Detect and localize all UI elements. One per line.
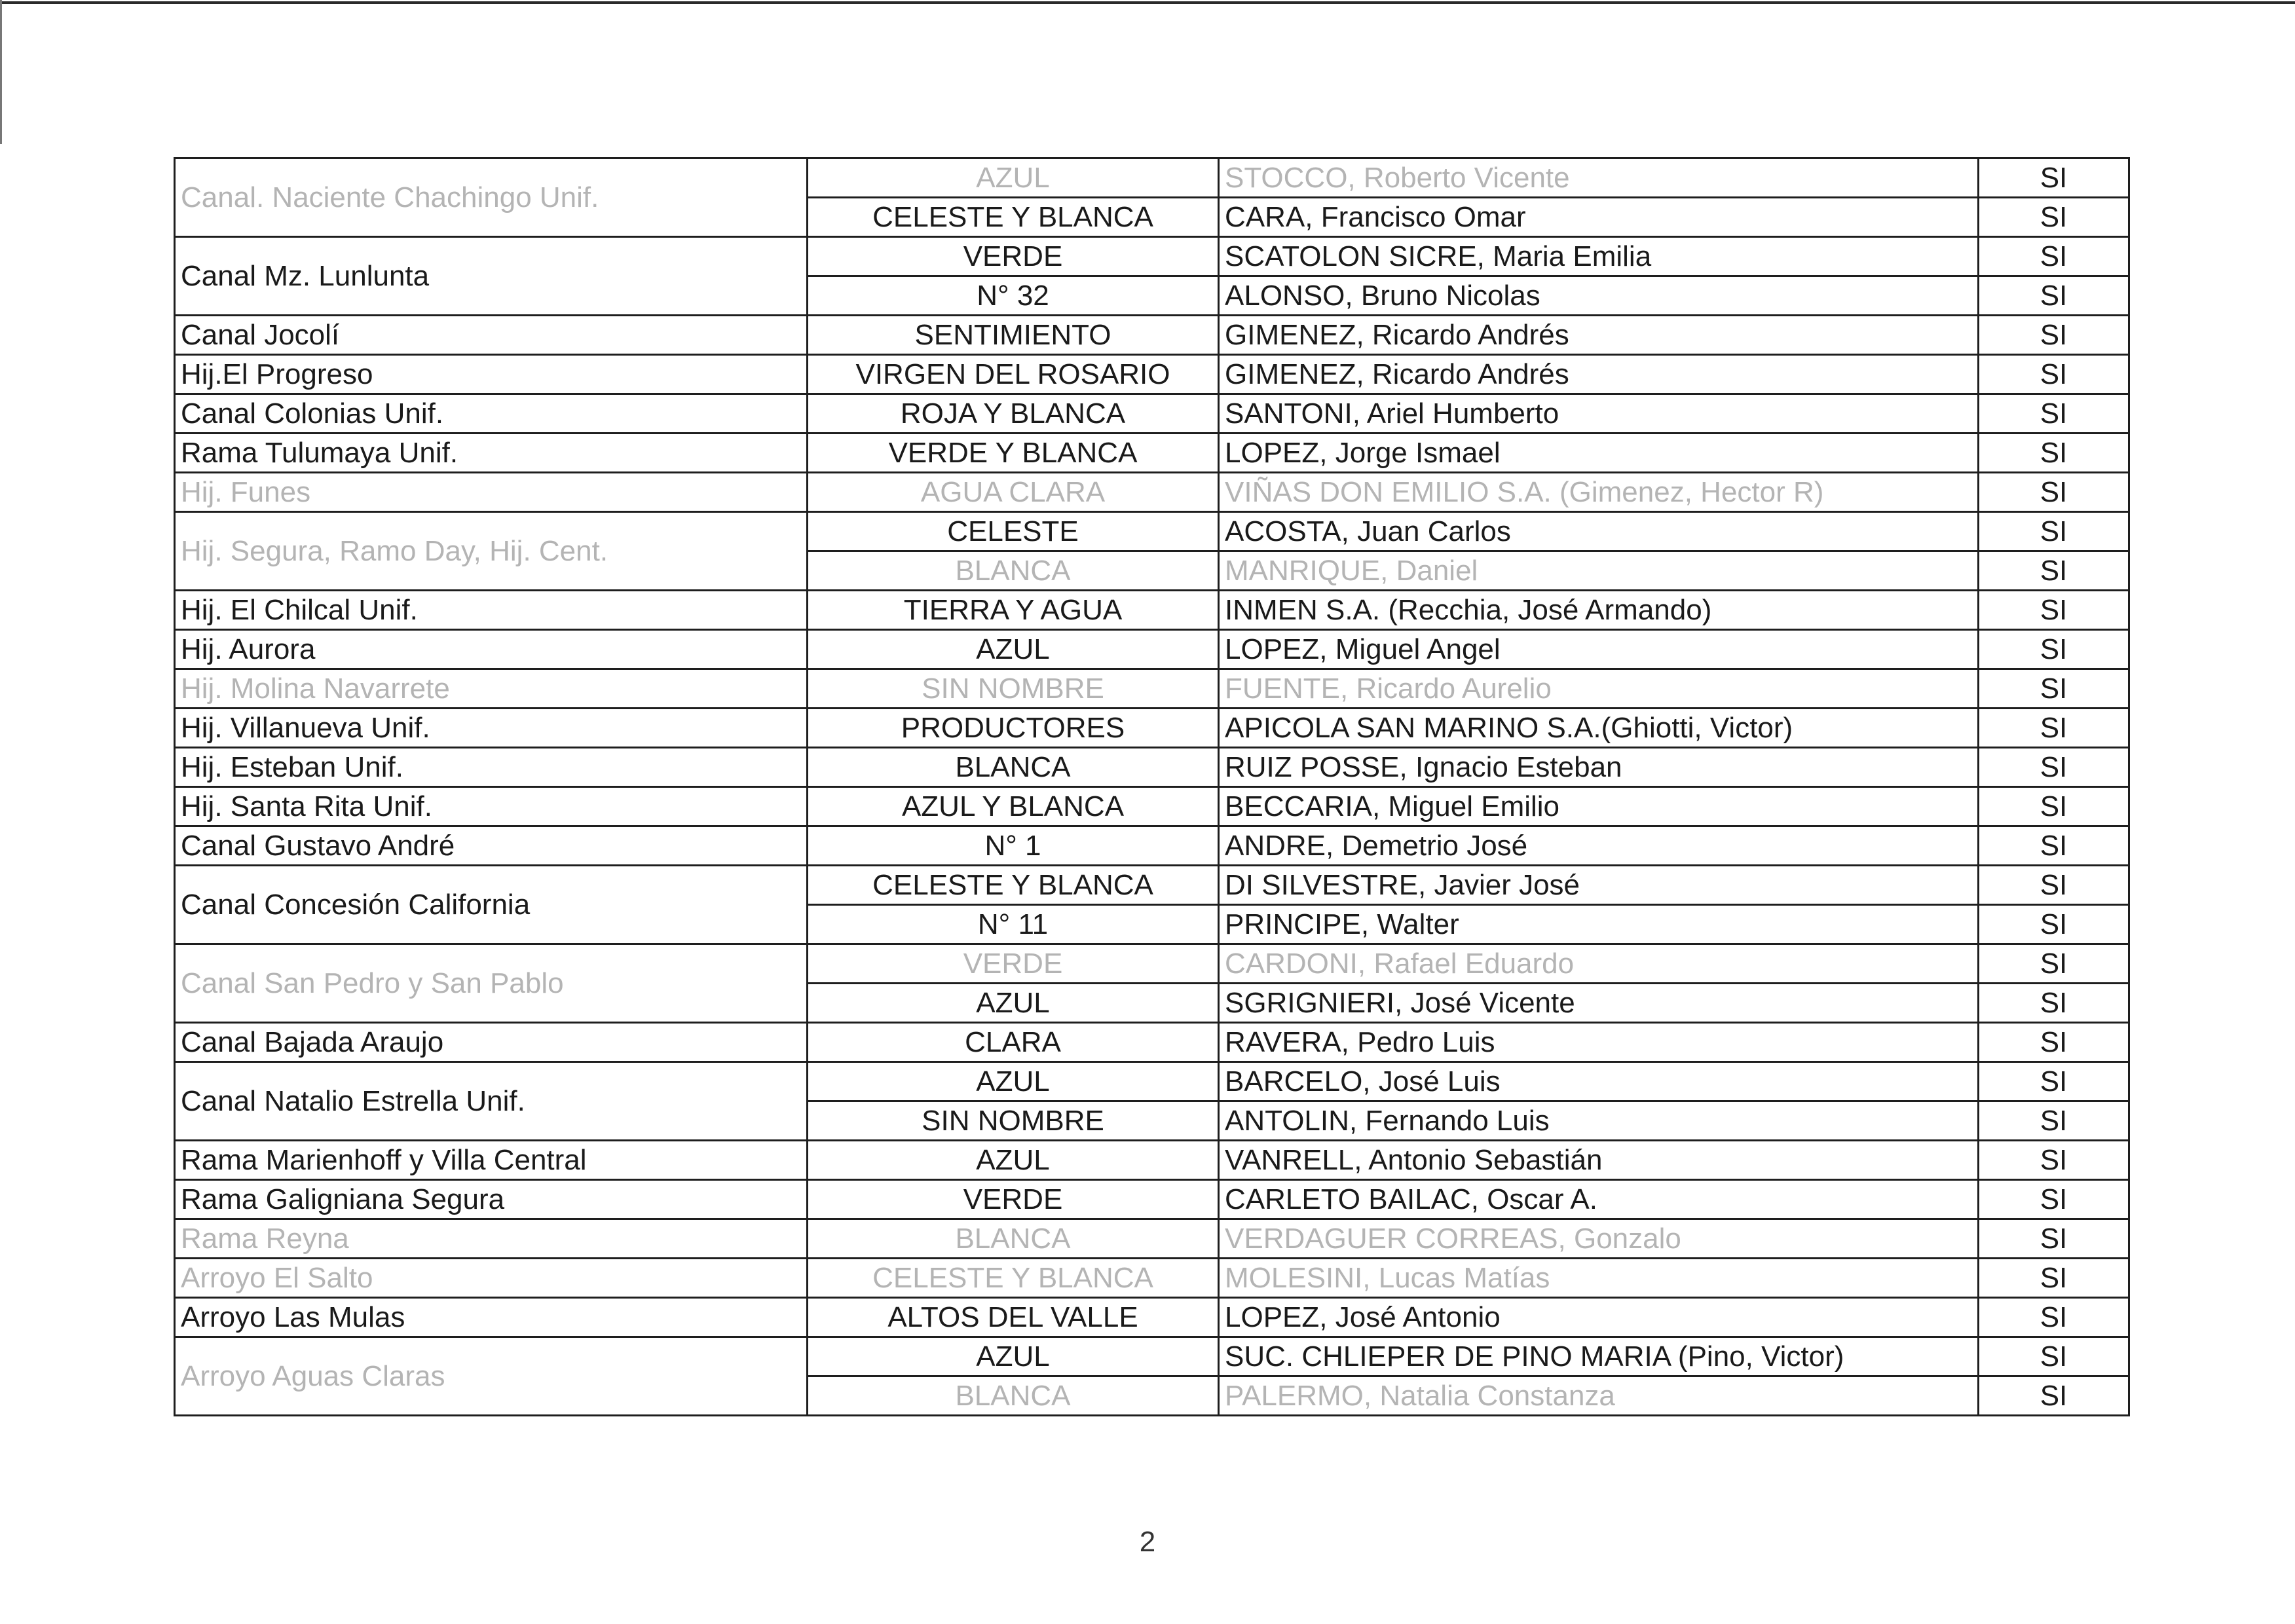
- status-flag-cell: SI: [1979, 551, 2129, 591]
- status-flag-cell: SI: [1979, 1298, 2129, 1337]
- canal-name-cell: Canal Bajada Araujo: [175, 1023, 808, 1062]
- canal-name-cell: Hij. Funes: [175, 473, 808, 512]
- status-flag-cell: SI: [1979, 1101, 2129, 1141]
- inspector-name-cell: GIMENEZ, Ricardo Andrés: [1219, 355, 1979, 394]
- inspection-color-cell: VERDE: [808, 1180, 1219, 1219]
- inspector-name-cell: STOCCO, Roberto Vicente: [1219, 158, 1979, 198]
- inspection-color-cell: AZUL Y BLANCA: [808, 787, 1219, 826]
- table-row: [175, 826, 2129, 866]
- inspection-color-cell: CELESTE: [808, 512, 1219, 551]
- inspector-name-cell: FUENTE, Ricardo Aurelio: [1219, 669, 1979, 709]
- inspector-name-cell: DI SILVESTRE, Javier José: [1219, 866, 1979, 905]
- status-flag-cell: SI: [1979, 1376, 2129, 1416]
- inspector-name-cell: INMEN S.A. (Recchia, José Armando): [1219, 591, 1979, 630]
- canal-name-cell: Canal Colonias Unif.: [175, 394, 808, 434]
- inspection-color-cell: BLANCA: [808, 551, 1219, 591]
- table-row: [175, 630, 2129, 669]
- status-flag-cell: SI: [1979, 905, 2129, 944]
- inspector-name-cell: LOPEZ, Jorge Ismael: [1219, 434, 1979, 473]
- inspection-color-cell: SENTIMIENTO: [808, 316, 1219, 355]
- table-row: [175, 473, 2129, 512]
- inspection-color-cell: BLANCA: [808, 1219, 1219, 1259]
- inspector-name-cell: ALONSO, Bruno Nicolas: [1219, 276, 1979, 316]
- inspection-color-cell: AZUL: [808, 630, 1219, 669]
- inspector-name-cell: CARDONI, Rafael Eduardo: [1219, 944, 1979, 984]
- status-flag-cell: SI: [1979, 1337, 2129, 1376]
- table-row: [175, 748, 2129, 787]
- inspection-color-cell: N° 1: [808, 826, 1219, 866]
- table-row: [175, 158, 2129, 198]
- left-scan-border: [0, 0, 2, 144]
- canal-name-cell: Canal Concesión California: [175, 866, 808, 944]
- status-flag-cell: SI: [1979, 709, 2129, 748]
- table-row: [175, 944, 2129, 984]
- status-flag-cell: SI: [1979, 630, 2129, 669]
- canal-name-cell: Canal Gustavo André: [175, 826, 808, 866]
- canal-name-cell: Rama Marienhoff y Villa Central: [175, 1141, 808, 1180]
- status-flag-cell: SI: [1979, 158, 2129, 198]
- status-flag-cell: SI: [1979, 1219, 2129, 1259]
- canal-name-cell: Hij.El Progreso: [175, 355, 808, 394]
- inspector-name-cell: RAVERA, Pedro Luis: [1219, 1023, 1979, 1062]
- canal-name-cell: Canal Natalio Estrella Unif.: [175, 1062, 808, 1141]
- inspection-color-cell: CELESTE Y BLANCA: [808, 866, 1219, 905]
- inspector-name-cell: LOPEZ, José Antonio: [1219, 1298, 1979, 1337]
- table-row: [175, 787, 2129, 826]
- inspector-name-cell: BECCARIA, Miguel Emilio: [1219, 787, 1979, 826]
- inspection-color-cell: SIN NOMBRE: [808, 669, 1219, 709]
- inspection-color-cell: AZUL: [808, 1141, 1219, 1180]
- canal-name-cell: Hij. Molina Navarrete: [175, 669, 808, 709]
- inspector-name-cell: CARA, Francisco Omar: [1219, 198, 1979, 237]
- status-flag-cell: SI: [1979, 355, 2129, 394]
- inspector-name-cell: MOLESINI, Lucas Matías: [1219, 1259, 1979, 1298]
- inspector-name-cell: RUIZ POSSE, Ignacio Esteban: [1219, 748, 1979, 787]
- canal-name-cell: Hij. Esteban Unif.: [175, 748, 808, 787]
- table-row: [175, 1023, 2129, 1062]
- canal-name-cell: Hij. El Chilcal Unif.: [175, 591, 808, 630]
- canal-name-cell: Hij. Santa Rita Unif.: [175, 787, 808, 826]
- inspection-color-cell: VIRGEN DEL ROSARIO: [808, 355, 1219, 394]
- inspection-color-cell: VERDE Y BLANCA: [808, 434, 1219, 473]
- inspector-name-cell: GIMENEZ, Ricardo Andrés: [1219, 316, 1979, 355]
- inspection-color-cell: VERDE: [808, 944, 1219, 984]
- inspection-color-cell: AZUL: [808, 1062, 1219, 1101]
- table-row: [175, 1337, 2129, 1376]
- canal-name-cell: Arroyo Las Mulas: [175, 1298, 808, 1337]
- status-flag-cell: SI: [1979, 512, 2129, 551]
- table-row: [175, 434, 2129, 473]
- page-number: 2: [1139, 1526, 1156, 1558]
- inspector-name-cell: ANDRE, Demetrio José: [1219, 826, 1979, 866]
- status-flag-cell: SI: [1979, 1141, 2129, 1180]
- table-row: [175, 355, 2129, 394]
- inspection-color-cell: CELESTE Y BLANCA: [808, 198, 1219, 237]
- status-flag-cell: SI: [1979, 1180, 2129, 1219]
- status-flag-cell: SI: [1979, 944, 2129, 984]
- inspector-name-cell: ACOSTA, Juan Carlos: [1219, 512, 1979, 551]
- inspector-name-cell: SGRIGNIERI, José Vicente: [1219, 984, 1979, 1023]
- inspection-color-cell: AZUL: [808, 1337, 1219, 1376]
- inspector-name-cell: MANRIQUE, Daniel: [1219, 551, 1979, 591]
- inspector-name-cell: LOPEZ, Miguel Angel: [1219, 630, 1979, 669]
- table-row: [175, 1259, 2129, 1298]
- canal-name-cell: Hij. Segura, Ramo Day, Hij. Cent.: [175, 512, 808, 591]
- table-row: [175, 316, 2129, 355]
- status-flag-cell: SI: [1979, 1023, 2129, 1062]
- inspection-color-cell: CELESTE Y BLANCA: [808, 1259, 1219, 1298]
- inspection-color-cell: PRODUCTORES: [808, 709, 1219, 748]
- status-flag-cell: SI: [1979, 198, 2129, 237]
- table-row: [175, 1062, 2129, 1101]
- canal-assignment-table: [174, 157, 2130, 1416]
- canal-name-cell: Arroyo Aguas Claras: [175, 1337, 808, 1416]
- canal-name-cell: Canal Jocolí: [175, 316, 808, 355]
- inspector-name-cell: APICOLA SAN MARINO S.A.(Ghiotti, Victor): [1219, 709, 1979, 748]
- status-flag-cell: SI: [1979, 866, 2129, 905]
- inspection-color-cell: BLANCA: [808, 748, 1219, 787]
- inspector-name-cell: VIÑAS DON EMILIO S.A. (Gimenez, Hector R): [1219, 473, 1979, 512]
- canal-name-cell: Hij. Aurora: [175, 630, 808, 669]
- inspector-name-cell: PALERMO, Natalia Constanza: [1219, 1376, 1979, 1416]
- canal-name-cell: Rama Tulumaya Unif.: [175, 434, 808, 473]
- status-flag-cell: SI: [1979, 473, 2129, 512]
- canal-name-cell: Rama Reyna: [175, 1219, 808, 1259]
- top-scan-border: [0, 1, 2295, 4]
- inspector-name-cell: CARLETO BAILAC, Oscar A.: [1219, 1180, 1979, 1219]
- inspection-color-cell: SIN NOMBRE: [808, 1101, 1219, 1141]
- table-row: [175, 512, 2129, 551]
- inspector-name-cell: SCATOLON SICRE, Maria Emilia: [1219, 237, 1979, 276]
- canal-name-cell: Hij. Villanueva Unif.: [175, 709, 808, 748]
- status-flag-cell: SI: [1979, 316, 2129, 355]
- status-flag-cell: SI: [1979, 1062, 2129, 1101]
- table-row: [175, 591, 2129, 630]
- inspector-name-cell: ANTOLIN, Fernando Luis: [1219, 1101, 1979, 1141]
- canal-name-cell: Canal Mz. Lunlunta: [175, 237, 808, 316]
- table-body: [175, 158, 2129, 1416]
- status-flag-cell: SI: [1979, 1259, 2129, 1298]
- canal-name-cell: Canal San Pedro y San Pablo: [175, 944, 808, 1023]
- inspection-color-cell: AZUL: [808, 984, 1219, 1023]
- status-flag-cell: SI: [1979, 237, 2129, 276]
- table-row: [175, 1219, 2129, 1259]
- canal-name-cell: Canal. Naciente Chachingo Unif.: [175, 158, 808, 237]
- table-row: [175, 669, 2129, 709]
- status-flag-cell: SI: [1979, 276, 2129, 316]
- status-flag-cell: SI: [1979, 826, 2129, 866]
- inspection-color-cell: ALTOS DEL VALLE: [808, 1298, 1219, 1337]
- table-row: [175, 709, 2129, 748]
- inspection-color-cell: ROJA Y BLANCA: [808, 394, 1219, 434]
- canal-name-cell: Arroyo El Salto: [175, 1259, 808, 1298]
- inspection-color-cell: VERDE: [808, 237, 1219, 276]
- inspection-color-cell: TIERRA Y AGUA: [808, 591, 1219, 630]
- table-row: [175, 1180, 2129, 1219]
- status-flag-cell: SI: [1979, 394, 2129, 434]
- table-row: [175, 237, 2129, 276]
- status-flag-cell: SI: [1979, 434, 2129, 473]
- inspection-color-cell: AZUL: [808, 158, 1219, 198]
- table-row: [175, 1141, 2129, 1180]
- table-row: [175, 866, 2129, 905]
- table-row: [175, 1298, 2129, 1337]
- table-row: [175, 394, 2129, 434]
- inspector-name-cell: VANRELL, Antonio Sebastián: [1219, 1141, 1979, 1180]
- inspection-color-cell: N° 11: [808, 905, 1219, 944]
- inspection-color-cell: AGUA CLARA: [808, 473, 1219, 512]
- status-flag-cell: SI: [1979, 591, 2129, 630]
- inspector-name-cell: SUC. CHLIEPER DE PINO MARIA (Pino, Victor): [1219, 1337, 1979, 1376]
- inspection-color-cell: CLARA: [808, 1023, 1219, 1062]
- inspector-name-cell: BARCELO, José Luis: [1219, 1062, 1979, 1101]
- status-flag-cell: SI: [1979, 669, 2129, 709]
- inspector-name-cell: VERDAGUER CORREAS, Gonzalo: [1219, 1219, 1979, 1259]
- status-flag-cell: SI: [1979, 984, 2129, 1023]
- inspection-color-cell: BLANCA: [808, 1376, 1219, 1416]
- inspection-color-cell: N° 32: [808, 276, 1219, 316]
- status-flag-cell: SI: [1979, 748, 2129, 787]
- canal-name-cell: Rama Galigniana Segura: [175, 1180, 808, 1219]
- inspector-name-cell: SANTONI, Ariel Humberto: [1219, 394, 1979, 434]
- inspector-name-cell: PRINCIPE, Walter: [1219, 905, 1979, 944]
- status-flag-cell: SI: [1979, 787, 2129, 826]
